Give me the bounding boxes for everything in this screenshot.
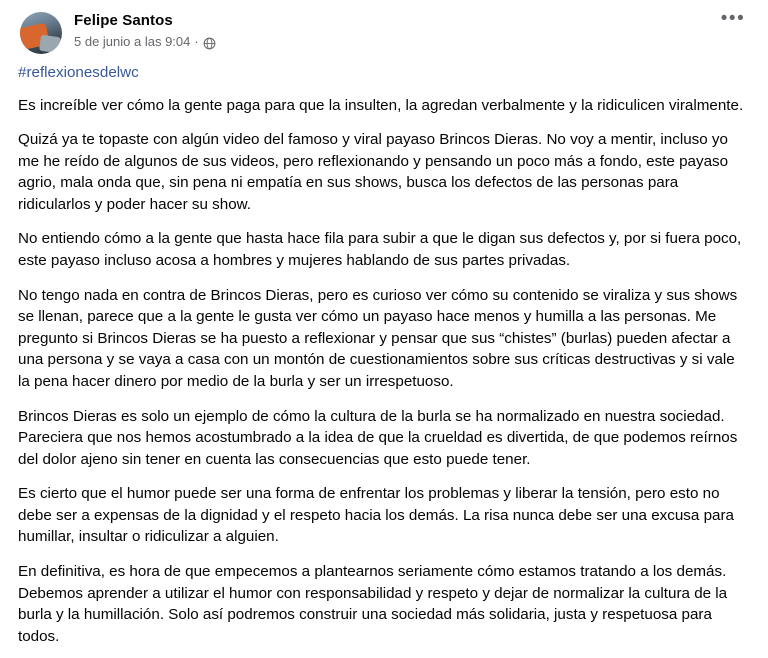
post-body: [18, 62, 750, 647]
globe-icon[interactable]: [203, 37, 216, 50]
post-header: [18, 8, 750, 62]
post-paragraph: Es increíble ver cómo la gente paga para que la insulten, la agredan verbalmente y la ridiculicen viralmente.: [18, 96, 744, 114]
post-meta: [74, 34, 216, 50]
post-author-block: [74, 10, 216, 50]
avatar[interactable]: [20, 12, 62, 54]
post-timestamp[interactable]: 5 de junio a las 9:04: [74, 34, 191, 49]
post-paragraph: No entiendo cómo a la gente que hasta hace fila para subir a que le digan sus defectos y, por si fuera poco, este payaso incluso acosa a hombres y mujeres hablando de sus partes privadas.: [18, 230, 742, 270]
post-paragraph: Quizá ya te topaste con algún video del famoso y viral payaso Brincos Dieras. No voy a mentir, incluso yo me he reído de algunos de sus videos, pero reflexionando y pensando un poco más a fondo, este payaso agrio, mala onda que, sin pena ni empatía en sus shows, busca los defectos de las personas para ridicularlos y poder hacer su show.: [18, 131, 729, 213]
post-paragraph: No tengo nada en contra de Brincos Dieras, pero es curioso ver cómo su contenido se viraliza y sus shows se llenan, parece que a la gente le gusta ver cómo un payaso hace menos y humilla a las personas. Me pregunto si Brincos Dieras se ha puesto a reflexionar y pensar que sus “chistes” (burlas) pueden afectar a una persona y se vaya a casa con un montón de cuestionamientos sobre sus críticas destructivas y si vale la pena hacer dinero por medio de la burla y ser un irrespetuoso.: [18, 286, 738, 390]
post-options-button[interactable]: •••: [720, 8, 746, 29]
post-paragraph: En definitiva, es hora de que empecemos a plantearnos seriamente cómo estamos tratando a los demás. Debemos aprender a utilizar el humor con responsabilidad y respeto y dejar de normalizar la cultura de la burla y la humillación. Solo así podremos construir una sociedad más solidaria, justa y respetuosa para todos.: [18, 562, 728, 645]
post-paragraph: Es cierto que el humor puede ser una forma de enfrentar los problemas y liberar la tensión, pero esto no debe ser a expensas de la dignidad y el respeto hacia los demás. La risa nunca debe ser una excusa para humillar, insultar o ridiculizar a alguien.: [18, 485, 734, 546]
post-author-name[interactable]: Felipe Santos: [74, 12, 173, 29]
post-paragraph: Brincos Dieras es solo un ejemplo de cómo la cultura de la burla se ha normalizado en nuestra sociedad. Pareciera que nos hemos acostumbrado a la idea de que la crueldad es divertida, de que podemos reírnos del dolor ajeno sin tener en cuenta las consecuencias que esto puede tener.: [18, 407, 738, 468]
post-hashtag-link[interactable]: #reflexionesdelwc: [18, 64, 139, 81]
meta-separator: ·: [194, 34, 199, 49]
